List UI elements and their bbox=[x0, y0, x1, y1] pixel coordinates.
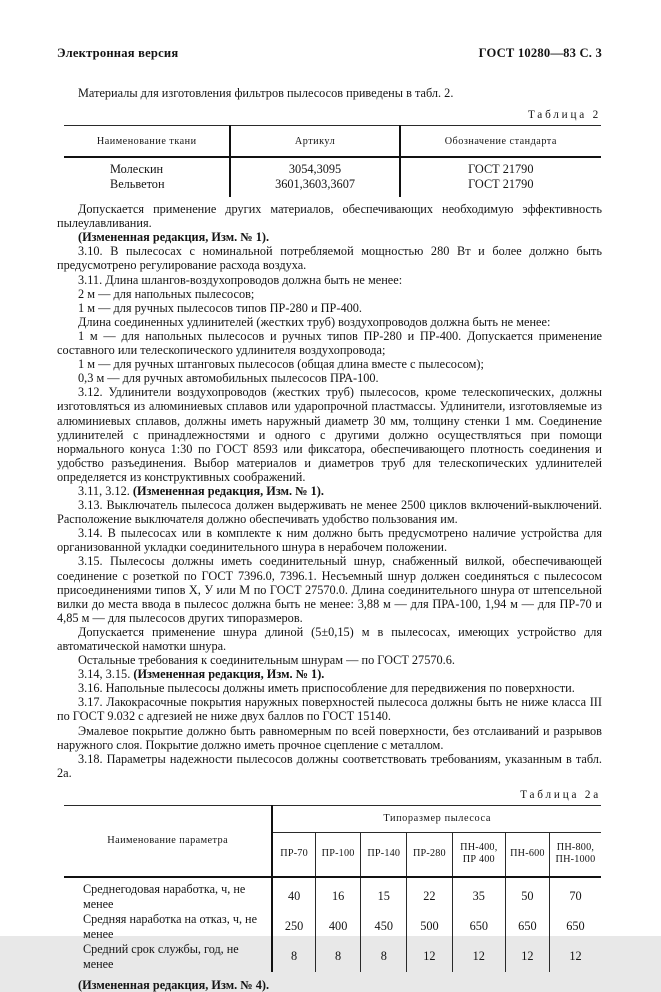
value-cell: 12 bbox=[505, 942, 549, 972]
paragraph bbox=[57, 695, 602, 723]
value-cell: 400 bbox=[315, 912, 361, 942]
column-header-typesize: ПН-800, ПН-1000 bbox=[549, 832, 601, 877]
edition-label: Электронная версия bbox=[57, 46, 179, 60]
parameter-label-cell: Средняя наработка на отказ, ч, не менее bbox=[64, 912, 272, 942]
value-cell: 12 bbox=[549, 942, 601, 972]
revision-note: (Измененная редакция, Изм. № 4). bbox=[78, 977, 270, 992]
materials-table-body bbox=[64, 157, 601, 197]
value-cell: 500 bbox=[407, 912, 453, 942]
value-cell: 22 bbox=[407, 877, 453, 912]
reliability-header-row-1 bbox=[64, 805, 601, 832]
paragraph bbox=[57, 724, 602, 752]
text-segment: 1 м — для ручных пылесосов типов ПР-280 и ПР-400. bbox=[78, 300, 362, 315]
paragraph bbox=[57, 554, 602, 624]
value-cell: 12 bbox=[452, 942, 505, 972]
paragraph bbox=[57, 667, 602, 681]
column-header-typesize: ПР-280 bbox=[407, 832, 453, 877]
text-segment: 3.11. Длина шлангов-воздухопроводов должна быть не менее: bbox=[78, 272, 403, 287]
paragraph bbox=[57, 653, 602, 667]
column-header-fabric: Наименование ткани bbox=[64, 126, 230, 158]
gost-page-number: ГОСТ 10280—83 С. 3 bbox=[478, 46, 602, 60]
value-cell: 450 bbox=[361, 912, 407, 942]
table-row bbox=[64, 177, 601, 197]
table-row bbox=[64, 942, 601, 972]
value-cell: 8 bbox=[272, 942, 315, 972]
reliability-table-body bbox=[64, 877, 601, 972]
paragraph bbox=[57, 625, 602, 653]
parameter-label-cell: Среднегодовая наработка, ч, не менее bbox=[64, 877, 272, 912]
column-header-typesize: ПН-600 bbox=[505, 832, 549, 877]
table-cell: Молескин bbox=[110, 162, 164, 177]
paragraph bbox=[57, 287, 602, 301]
value-cell: 8 bbox=[361, 942, 407, 972]
column-header-article: Артикул bbox=[230, 126, 399, 158]
text-segment: Длина соединенных удлинителей (жестких труб) воздухопроводов должна быть не менее: bbox=[78, 314, 551, 329]
table-row bbox=[64, 912, 601, 942]
text-segment: 3.13. Выключатель пылесоса должен выдерживать не менее 2500 циклов включений-выключений. Расположение выключателя должно обеспечивать удобство пользования им. bbox=[57, 498, 602, 527]
table-cell: Вельветон bbox=[110, 177, 165, 192]
column-header-typesize: ПР-100 bbox=[315, 832, 361, 877]
text-segment: 3.14. В пылесосах или в комплекте к ним должно быть предусмотрено наличие устройства для организованной укладки соединительного шнура в нерабочем положении. bbox=[57, 526, 602, 555]
column-header-standard: Обозначение стандарта bbox=[400, 126, 601, 158]
text-segment: 3.12. Удлинители воздухопроводов (жестких труб) пылесосов, кроме телескопических, должны изготовляться из алюминиевых сплавов или ударопрочной пластмассы. Удлинители, изготовляемые из алюминиевых сплавов, должны иметь наружный диаметр 30 мм, толщину стенки 1 мм. Соединение удлинителей с принадлежностями и одного с другими должно осуществляться при помощи нормального конуса 1:30 по ГОСТ 8593 или фиксатора, обеспечивающего плотность соединения и удобство разъединения. Выбор материалов и диаметров труб для телескопических удлинителей определяется из конструктивных соображений. bbox=[57, 385, 602, 484]
paragraph bbox=[57, 329, 602, 357]
paragraph bbox=[57, 498, 602, 526]
value-cell: 70 bbox=[549, 877, 601, 912]
revision-text: (Измененная редакция, Изм. № 1). bbox=[133, 667, 325, 682]
text-segment: 3.10. В пылесосах с номинальной потребляемой мощностью 280 Вт и более должно быть предусмотрено регулирование расхода воздуха. bbox=[57, 244, 602, 273]
page-content bbox=[57, 46, 602, 992]
text-segment: Допускается применение других материалов, обеспечивающих необходимую эффективность пылеулавливания. bbox=[57, 202, 602, 231]
intro-paragraph: Материалы для изготовления фильтров пылесосов приведены в табл. 2. bbox=[78, 86, 454, 100]
page-header bbox=[57, 46, 602, 61]
paragraph bbox=[57, 371, 602, 385]
column-header-parameter: Наименование параметра bbox=[64, 805, 272, 877]
paragraph bbox=[57, 752, 602, 780]
column-header-typesize-group: Типоразмер пылесоса bbox=[272, 805, 601, 832]
reliability-table bbox=[64, 805, 601, 972]
table-cell: ГОСТ 21790 bbox=[400, 157, 601, 177]
value-cell: 40 bbox=[272, 877, 315, 912]
materials-table-header-row bbox=[64, 126, 601, 158]
paragraph bbox=[57, 301, 602, 315]
table-cell: ГОСТ 21790 bbox=[400, 177, 601, 197]
table-cell: 3054,3095 bbox=[230, 157, 399, 177]
paragraph bbox=[57, 273, 602, 287]
paragraph bbox=[57, 357, 602, 371]
value-cell: 250 bbox=[272, 912, 315, 942]
text-segment: Эмалевое покрытие должно быть равномерным по всей поверхности, без отслаиваний и разрывов наружного слоя. Покрытие должно иметь прочное сцепление с металлом. bbox=[57, 723, 602, 752]
value-cell: 650 bbox=[549, 912, 601, 942]
value-cell: 16 bbox=[315, 877, 361, 912]
text-segment: 3.14, 3.15. bbox=[78, 667, 134, 682]
value-cell: 650 bbox=[505, 912, 549, 942]
column-header-typesize: ПН-400, ПР 400 bbox=[452, 832, 505, 877]
text-segment: 3.11, 3.12. bbox=[78, 483, 133, 498]
table2a-caption: Таблица 2а bbox=[520, 788, 601, 801]
materials-table bbox=[64, 125, 601, 197]
column-header-typesize: ПР-70 bbox=[272, 832, 315, 877]
paragraph bbox=[57, 202, 602, 230]
parameter-label-cell: Средний срок службы, год, не менее bbox=[64, 942, 272, 972]
revision-text: (Измененная редакция, Изм. № 1). bbox=[78, 230, 270, 245]
paragraph bbox=[57, 681, 602, 695]
value-cell: 650 bbox=[452, 912, 505, 942]
text-segment: 3.18. Параметры надежности пылесосов должны соответствовать требованиям, указанным в табл. 2а. bbox=[57, 751, 602, 780]
value-cell: 35 bbox=[452, 877, 505, 912]
column-header-typesize: ПР-140 bbox=[361, 832, 407, 877]
value-cell: 15 bbox=[361, 877, 407, 912]
paragraph bbox=[57, 244, 602, 272]
table-cell: 3601,3603,3607 bbox=[230, 177, 399, 197]
value-cell: 12 bbox=[407, 942, 453, 972]
text-segment: 1 м — для ручных штанговых пылесосов (общая длина вместе с пылесосом); bbox=[78, 357, 484, 372]
text-segment: 3.16. Напольные пылесосы должны иметь приспособление для передвижения по поверхности. bbox=[78, 681, 575, 696]
table-row bbox=[64, 157, 601, 177]
text-segment: 1 м — для напольных пылесосов и ручных типов ПР-280 и ПР-400. Допускается применение составного или телескопического удлинителя воздухопровода; bbox=[57, 328, 602, 358]
value-cell: 8 bbox=[315, 942, 361, 972]
text-segment: Остальные требования к соединительным шнурам — по ГОСТ 27570.6. bbox=[78, 653, 455, 668]
body-text bbox=[57, 202, 602, 780]
text-segment: 3.15. Пылесосы должны иметь соединительный шнур, снабженный вилкой, обеспечивающей соединение с розеткой по ГОСТ 7396.0, 7396.1. Несъемный шнур должен соединяться с пылесосом присоединениями типов Х, У или М по ГОСТ 27570.0. Длина соединительного шнура от штепсельной вилки до места ввода в пылесос должна быть не менее: 3,88 м — для ПРА-100, 1,94 м — для ПР-70 и 4,85 м — для пылесосов других типоразмеров. bbox=[57, 554, 602, 625]
text-segment: 0,3 м — для ручных автомобильных пылесосов ПРА-100. bbox=[78, 371, 379, 386]
text-segment: 2 м — для напольных пылесосов; bbox=[78, 286, 255, 301]
table2-caption: Таблица 2 bbox=[527, 109, 601, 122]
value-cell: 50 bbox=[505, 877, 549, 912]
text-segment: 3.17. Лакокрасочные покрытия наружных поверхностей пылесоса должны быть не ниже класса III по ГОСТ 9.032 с адгезией не ниже двух баллов по ГОСТ 15140. bbox=[57, 695, 602, 724]
text-segment: Допускается применение шнура длиной (5±0,15) м в пылесосах, имеющих устройство для автоматической намотки шнура. bbox=[57, 624, 602, 653]
paragraph bbox=[57, 484, 602, 498]
table-row bbox=[64, 877, 601, 912]
paragraph bbox=[57, 385, 602, 484]
paragraph bbox=[57, 526, 602, 554]
revision-text: (Измененная редакция, Изм. № 1). bbox=[132, 483, 324, 498]
paragraph bbox=[57, 230, 602, 244]
paragraph bbox=[57, 315, 602, 329]
